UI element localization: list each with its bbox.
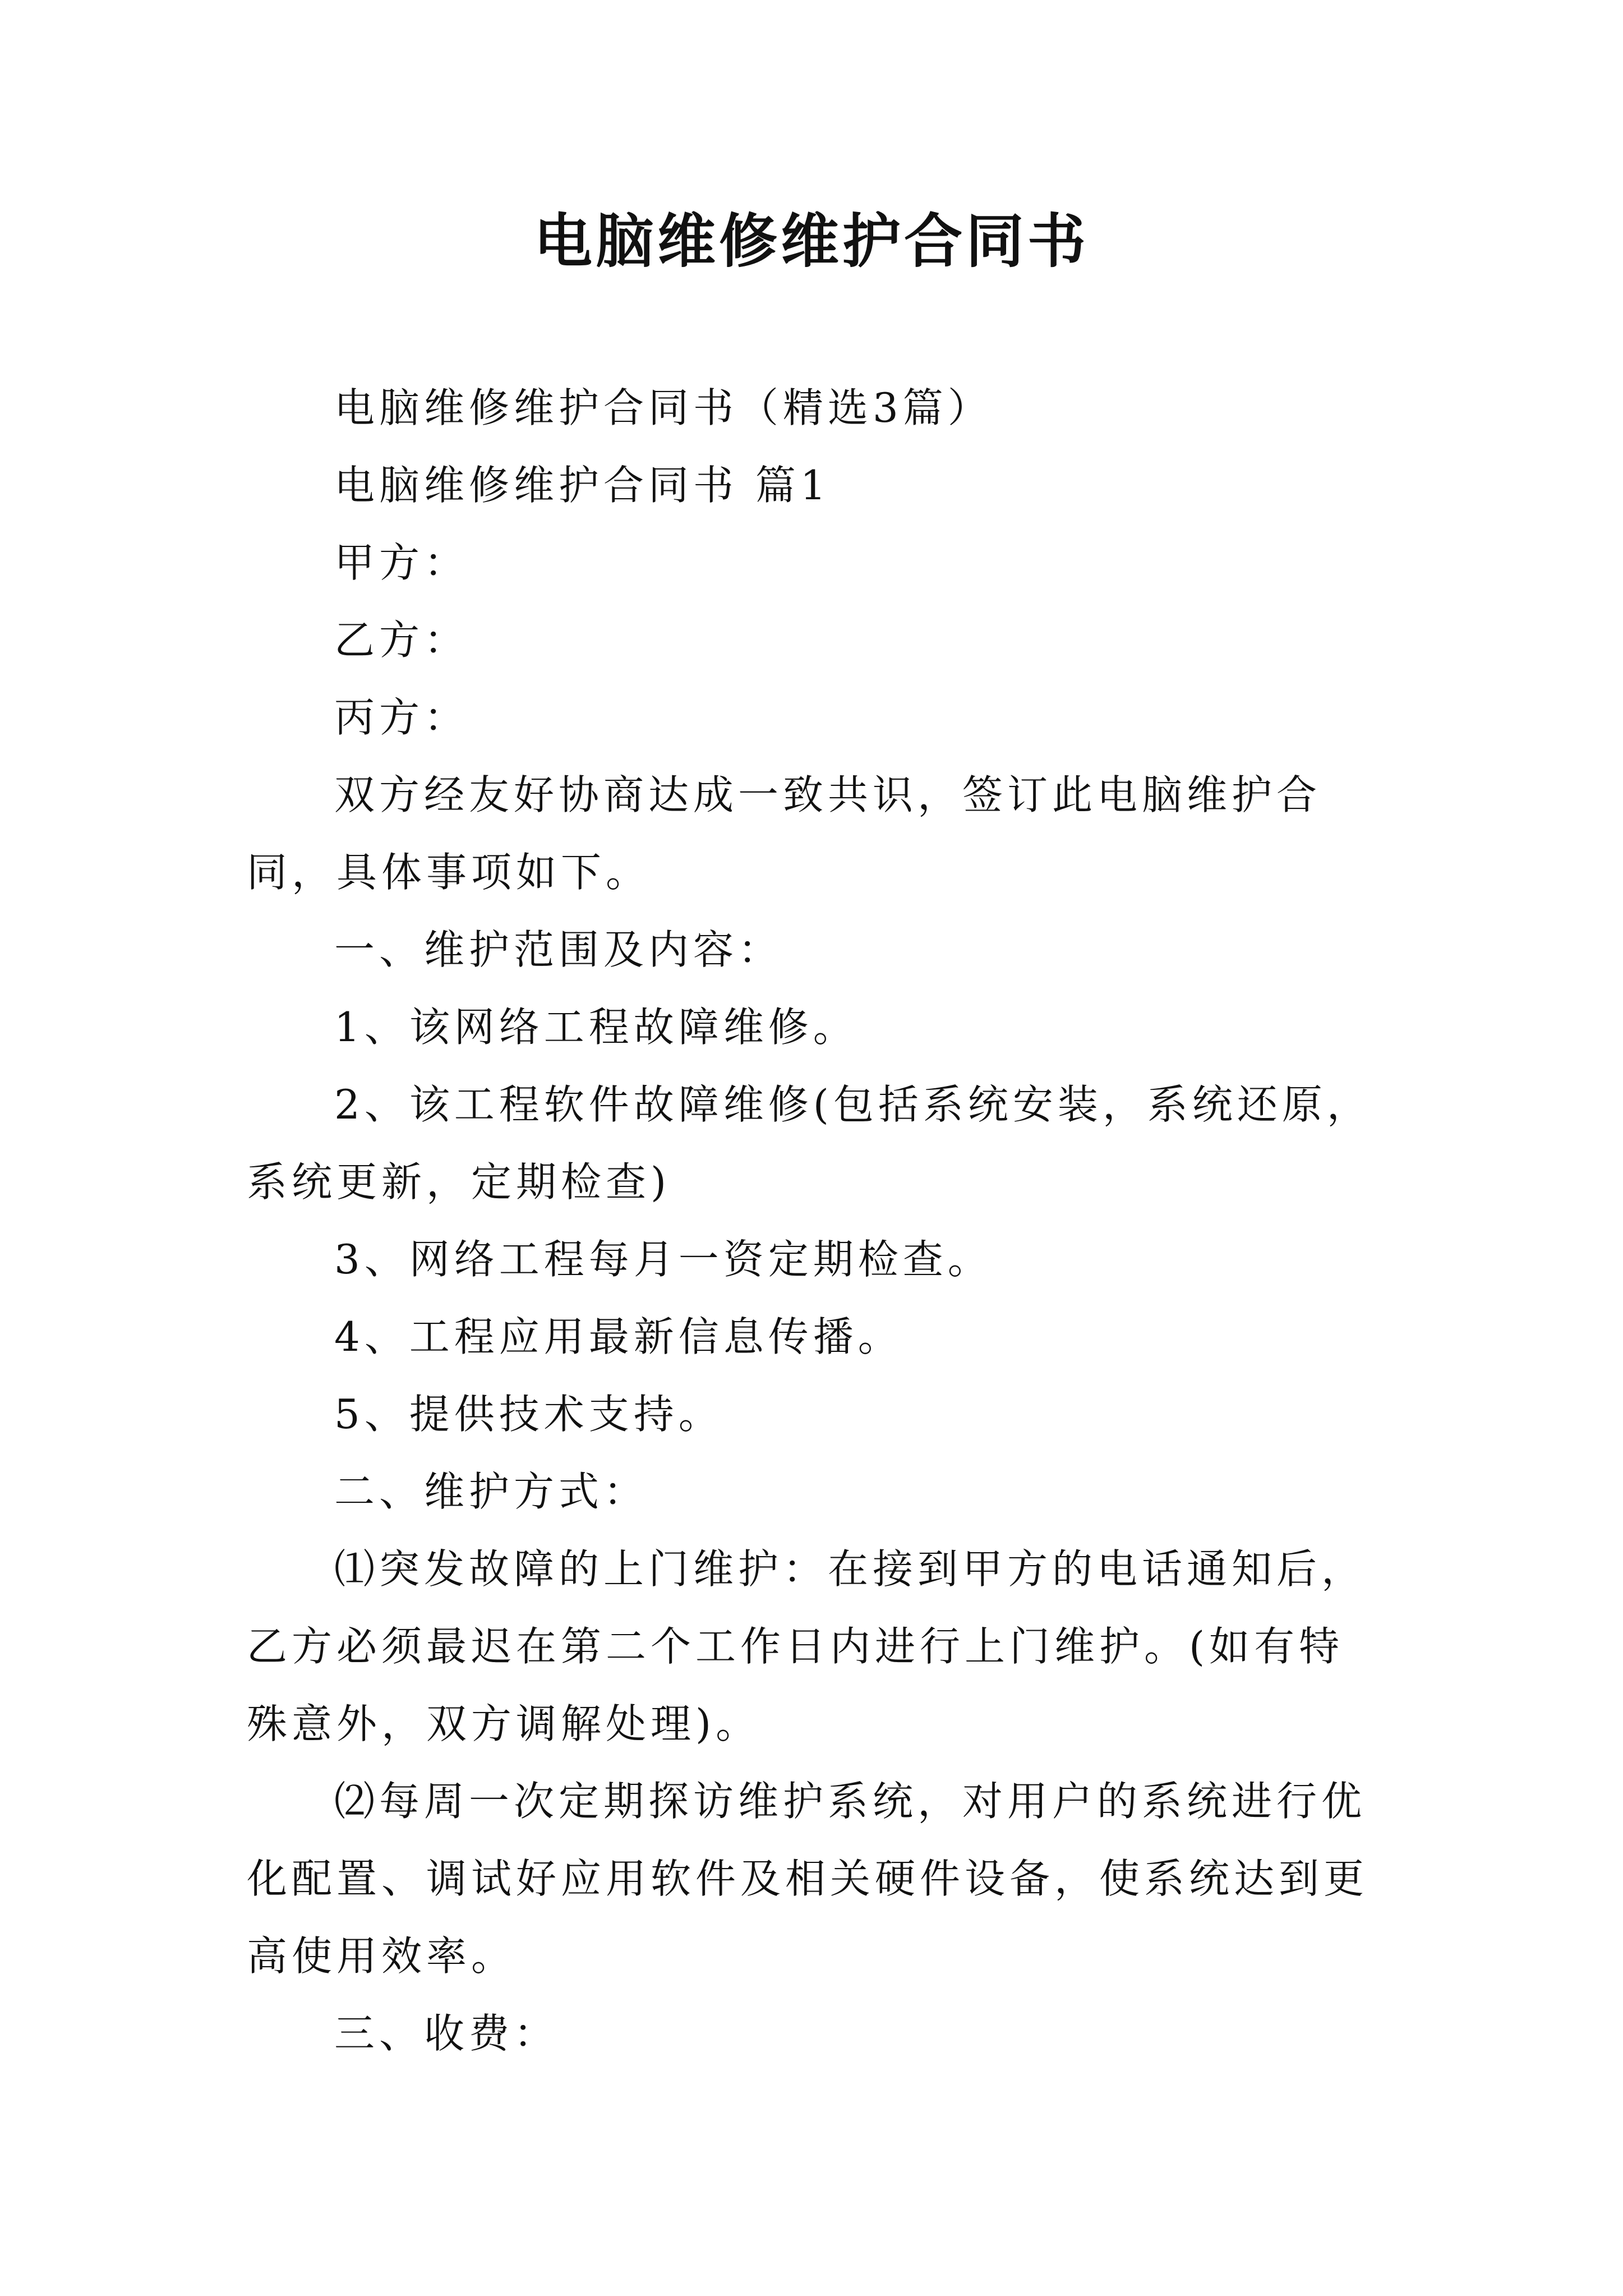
paragraph: 3、网络工程每月一资定期检查。 xyxy=(334,1236,993,1283)
paragraph: 一、维护范围及内容： xyxy=(334,926,783,973)
paragraph: ⑵每周一次定期探访维护系统，对用户的系统进行优化配置、调试好应用软件及相关硬件设备，使系统达到更高使用效率。 xyxy=(247,1778,1369,1980)
paragraph: 2、该工程软件故障维修(包括系统安装，系统还原，系统更新，定期检查) xyxy=(247,1081,1372,1205)
paragraph: 1、该网络工程故障维修。 xyxy=(334,1004,858,1051)
paragraph: 5、提供技术支持。 xyxy=(334,1391,723,1438)
paragraph: ⑴突发故障的上门维护：在接到甲方的电话通知后，乙方必须最迟在第二个工作日内进行上门维护。(如有特殊意外，双方调解处理)。 xyxy=(247,1545,1367,1747)
paragraph: 二、维护方式： xyxy=(334,1468,649,1515)
paragraph: 4、工程应用最新信息传播。 xyxy=(334,1313,903,1360)
paragraph: 甲方： xyxy=(334,539,469,586)
paragraph: 电脑维修维护合同书 篇1 xyxy=(334,462,831,509)
paragraph: 双方经友好协商达成一致共识，签订此电脑维护合同，具体事项如下。 xyxy=(247,771,1322,896)
paragraph: 电脑维修维护合同书（精选3篇） xyxy=(334,384,993,431)
paragraph: 丙方： xyxy=(334,694,469,741)
paragraph: 乙方： xyxy=(334,616,469,664)
document-body xyxy=(247,369,1385,2072)
paragraph: 三、收费： xyxy=(334,2010,559,2057)
document-title: 电脑维修维护合同书 xyxy=(533,206,1089,275)
